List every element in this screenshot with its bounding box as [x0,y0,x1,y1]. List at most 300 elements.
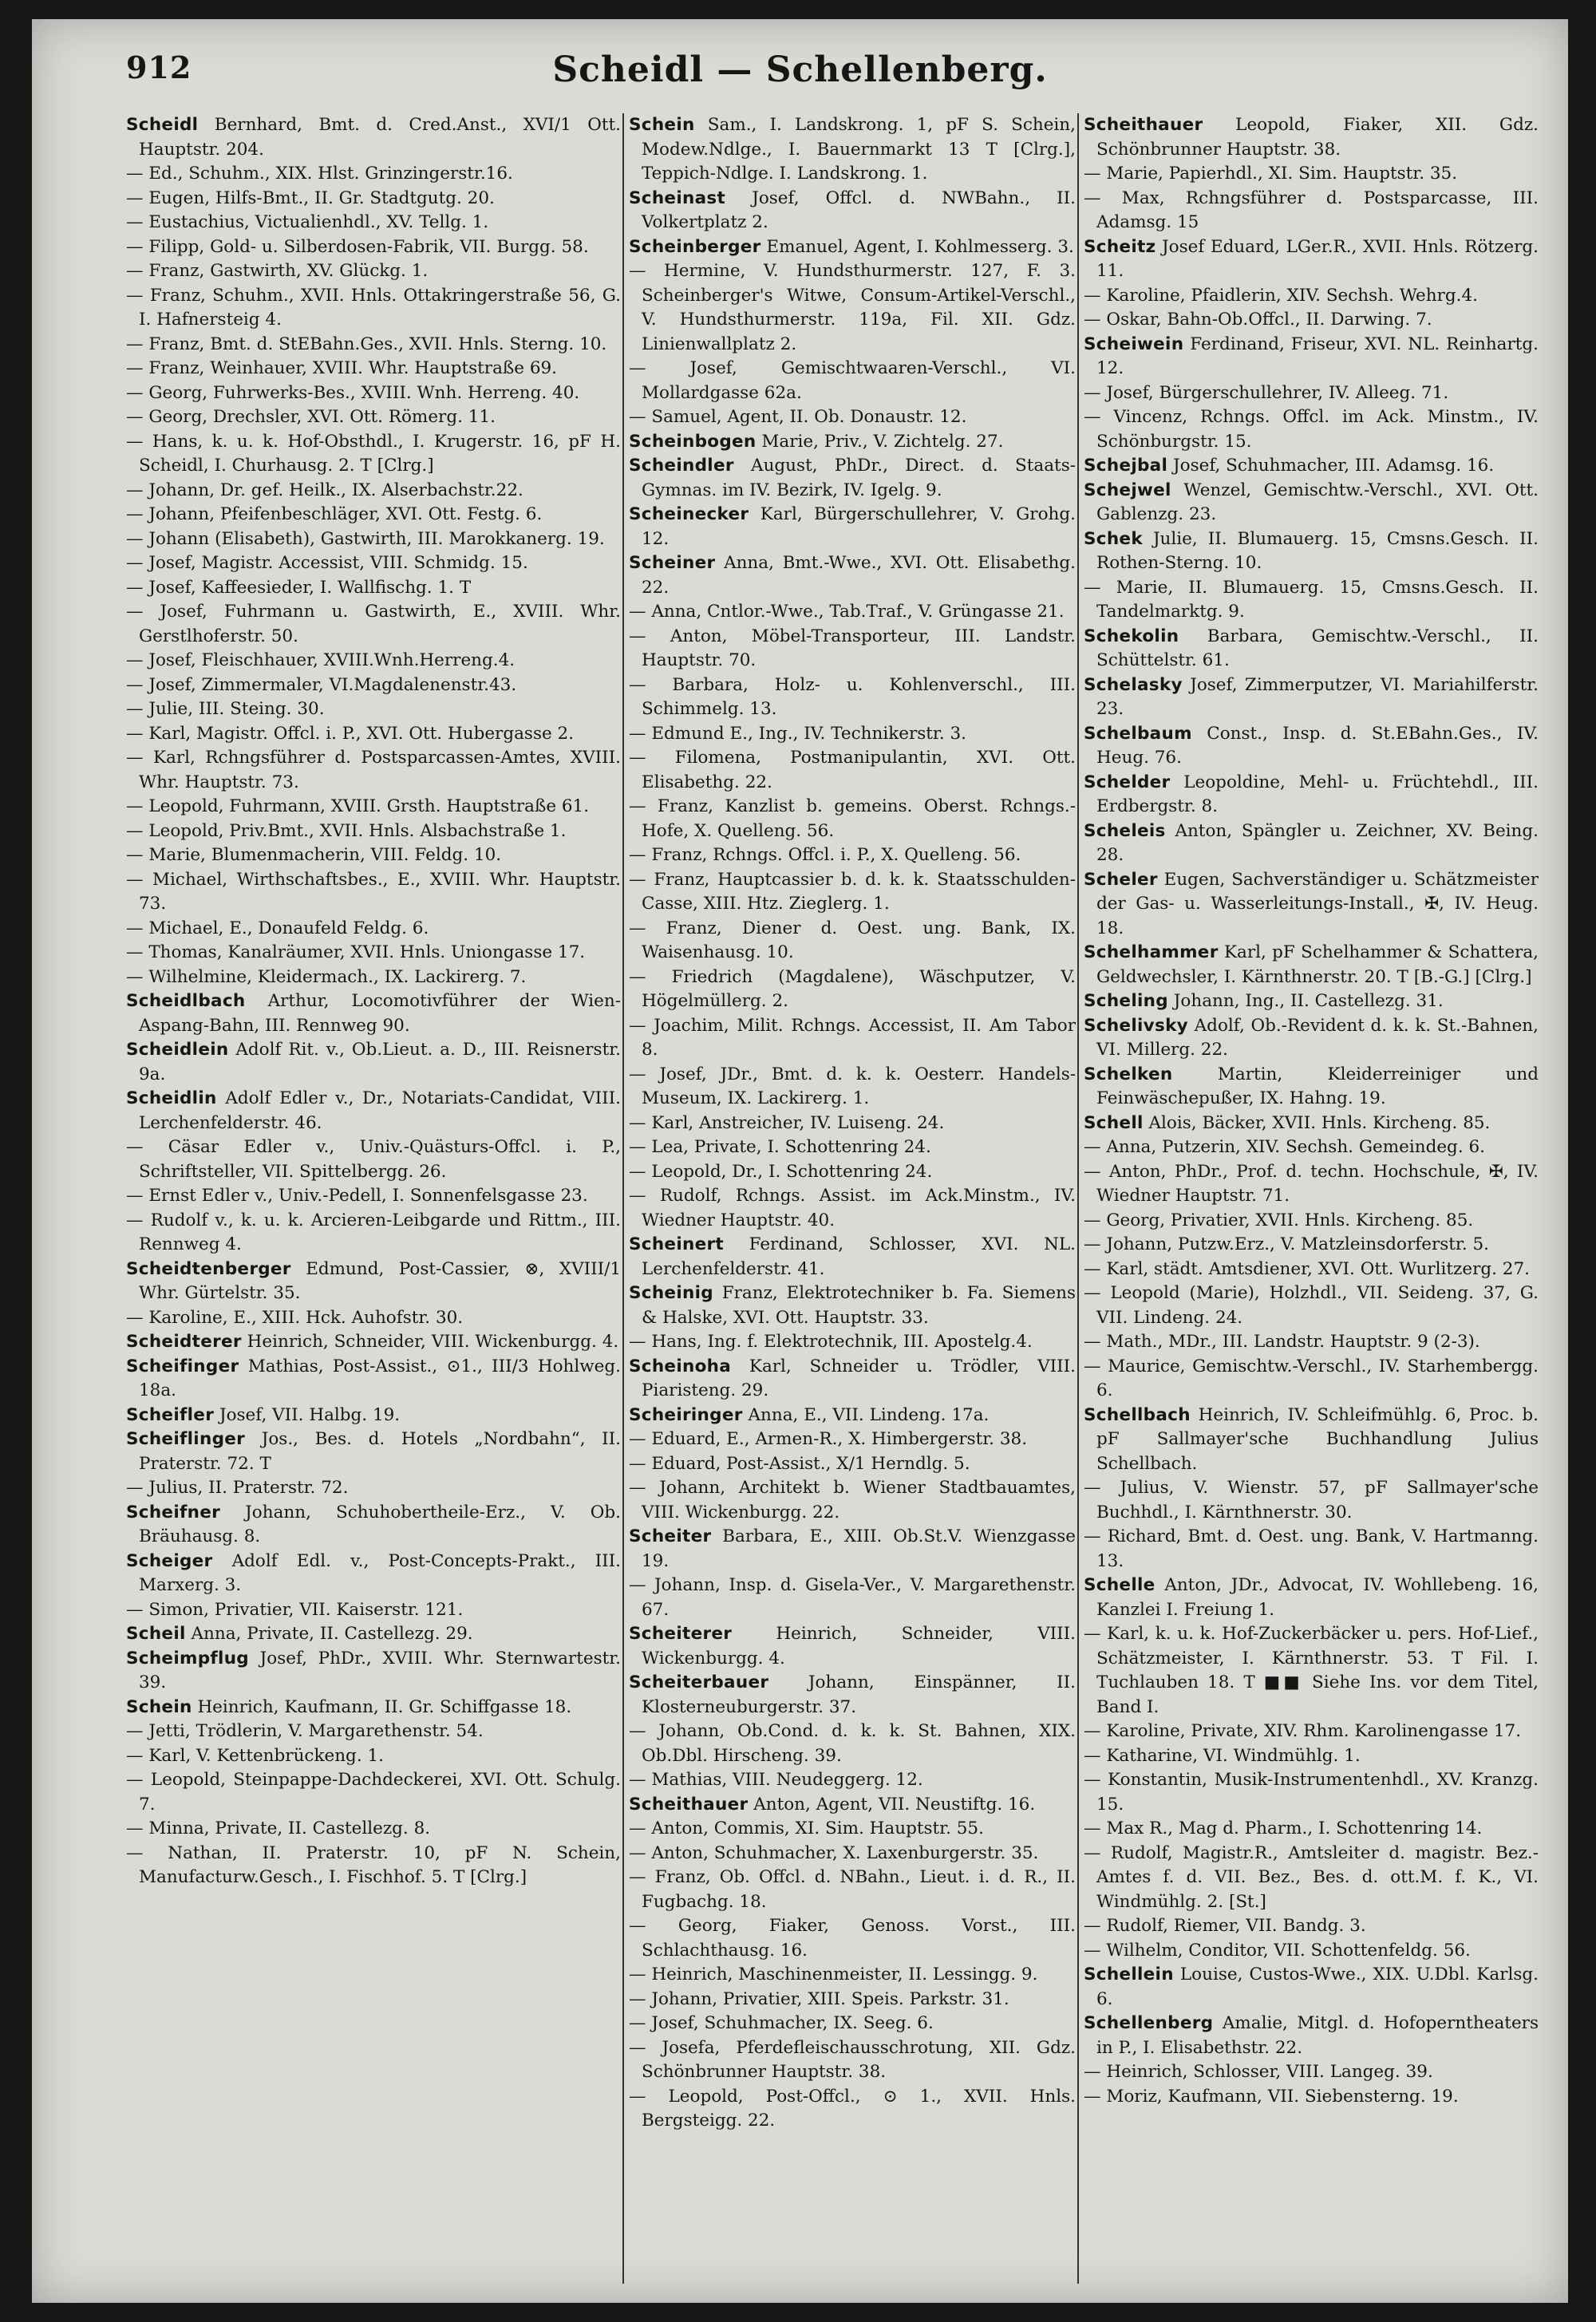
running-title: Scheidl — Schellenberg. [552,49,1048,90]
entry-text: — Lea, Private, I. Schottenring 24. [629,1137,931,1157]
entry-text: — Josef, Schuhmacher, IX. Seeg. 6. [629,2013,934,2033]
entry-surname: Scheinbogen [629,431,757,452]
directory-entry [126,235,621,260]
entry-text: — Rudolf, Magistr.R., Amtsleiter d. magistr. Bez.-Amtes f. d. VII. Bez., Bes. d. ott.M. f. K., VI. Windmühlg. 2. [St.] [1084,1842,1539,1912]
directory-entry [1084,1720,1539,1744]
entry-text: — Vincenz, Rchngs. Offcl. im Ack. Minstm., IV. Schönburgstr. 15. [1084,407,1539,452]
directory-entry [629,673,1076,722]
directory-entry [126,503,621,527]
entry-surname: Scheidtenberger [126,1258,291,1279]
entry-text: Julie, II. Blumauerg. 15, Cmsns.Gesch. II. Rothen-Sterng. 10. [1096,528,1539,573]
entry-text: — Josef, Bürgerschullehrer, IV. Alleeg. 71. [1084,382,1449,403]
entry-text: — Anton, Schuhmacher, X. Laxenburgerstr. 35. [629,1842,1039,1863]
directory-entry [1084,625,1539,673]
entry-text: Emanuel, Agent, I. Kohlmesserg. 3. [766,236,1074,257]
directory-entry [629,1988,1076,2012]
entry-text: — Heinrich, Maschinenmeister, II. Lessingg. 9. [629,1965,1038,1984]
entry-text: Anton, Spängler u. Zeichner, XV. Being. 28. [1096,820,1539,865]
directory-entry [629,1574,1076,1622]
page-header [32,49,1568,105]
directory-entry [126,1842,621,1890]
entry-surname: Schelken [1084,1064,1173,1084]
directory-page [32,19,1568,2303]
directory-entry [1084,1160,1539,1209]
entry-surname: Schein [629,115,695,135]
entry-text: — Rudolf, Riemer, VII. Bandg. 3. [1084,1916,1366,1936]
directory-entry [629,1622,1076,1671]
entry-text: — Katharine, VI. Windmühlg. 1. [1084,1745,1361,1766]
entry-text: — Simon, Privatier, VII. Kaiserstr. 121. [126,1599,464,1620]
directory-entry [126,1647,621,1696]
entry-text: — Franz, Hauptcassier b. d. k. k. Staatsschulden-Casse, XIII. Htz. Zieglerg. 1. [629,869,1076,914]
entry-text: — Cäsar Edler v., Univ.-Quästurs-Offcl. i. P., Schriftsteller, VII. Spittelbergg. 26. [126,1137,621,1182]
column-1 [126,113,621,2284]
directory-entry [126,868,621,917]
directory-entry [126,187,621,211]
entry-text: — Maurice, Gemischtw.-Verschl., IV. Starhembergg. 6. [1084,1356,1539,1400]
directory-entry [1084,868,1539,942]
directory-entry [126,1184,621,1209]
entry-text: — Karl, Rchngsführer d. Postsparcassen-Amtes, XVIII. Whr. Hauptstr. 73. [126,748,621,792]
entry-text: — Anton, PhDr., Prof. d. techn. Hochschule, ✠, IV. Wiedner Hauptstr. 71. [1084,1161,1539,1206]
directory-entry [629,795,1076,843]
entry-text: — Rudolf, Rchngs. Assist. im Ack.Minstm., IV. Wiedner Hauptstr. 40. [629,1186,1076,1230]
entry-surname: Scheithauer [1084,115,1203,135]
entry-text: — Franz, Kanzlist b. gemeins. Oberst. Rchngs.-Hofe, X. Quelleng. 56. [629,796,1076,841]
entry-surname: Schell [1084,1112,1144,1133]
entry-text: — Karl, Magistr. Offcl. i. P., XVI. Ott. Hubergasse 2. [126,723,575,744]
entry-text: — Franz, Gastwirth, XV. Glückg. 1. [126,261,429,281]
entry-text: — Josef, Kaffeesieder, I. Wallfischg. 1. T [126,577,472,598]
entry-text: — Leopold (Marie), Holzhdl., VII. Seideng. 37, G. VII. Lindeng. 24. [1084,1283,1539,1328]
entry-text: Marie, Priv., V. Zichtelg. 27. [761,431,1004,452]
directory-entry [126,430,621,479]
directory-entry [629,1914,1076,1963]
entry-text: — Max, Rchngsführer d. Postsparcasse, III. Adamsg. 15 [1084,188,1539,232]
directory-entry [126,1038,621,1087]
entry-surname: Scheiterer [629,1624,733,1644]
entry-text: — Michael, Wirthschaftsbes., E., XVIII. Whr. Hauptstr. 73. [126,869,621,914]
directory-entry [1084,1939,1539,1964]
directory-entry [126,162,621,187]
entry-text: — Karoline, E., XIII. Hck. Auhofstr. 30. [126,1307,464,1328]
entry-text: — Anton, Möbel-Transporteur, III. Landstr. Hauptstr. 70. [629,626,1076,670]
directory-entry [126,1087,621,1135]
entry-text: Johann, Ing., II. Castellezg. 31. [1173,991,1444,1011]
directory-entry [1084,1063,1539,1112]
entry-text: — Johann, Putzw.Erz., V. Matzleinsdorferstr. 5. [1084,1234,1490,1254]
directory-entry [1084,1768,1539,1817]
entry-text: — Wilhelmine, Kleidermach., IX. Lackirerg. 7. [126,966,527,987]
entry-text: — Thomas, Kanalräumer, XVII. Hnls. Uniongasse 17. [126,942,586,962]
entry-text: — Anton, Commis, XI. Sim. Hauptstr. 55. [629,1819,984,1838]
entry-text: Edmund, Post-Cassier, ⊗, XVIII/1 Whr. Gürtelstr. 35. [139,1258,621,1303]
directory-entry [629,1014,1076,1063]
entry-text: Karl, Bürgerschullehrer, V. Grohg. 12. [642,504,1076,549]
directory-entry [126,673,621,698]
entry-surname: Scheidlein [126,1040,229,1060]
entry-text: Anna, E., VII. Lindeng. 17a. [748,1404,990,1425]
entry-surname: Scheidlin [126,1088,217,1108]
directory-entry [629,1817,1076,1842]
entry-text: — Johann, Ob.Cond. d. k. k. St. Bahnen, XIX. Ob.Dbl. Hirscheng. 39. [629,1721,1076,1766]
directory-entry [126,211,621,235]
entry-surname: Schekolin [1084,626,1179,646]
entry-text: Josef, PhDr., XVIII. Whr. Sternwartestr. 39. [139,1648,621,1692]
column-2 [629,113,1076,2284]
directory-entry [629,2012,1076,2036]
directory-entry [629,868,1076,917]
entry-text: — Eustachius, Victualienhdl., XV. Tellg. 1. [126,212,489,232]
entry-text: — Georg, Fuhrwerks-Bes., XVIII. Wnh. Herreng. 40. [126,382,580,403]
entry-text: Anton, Agent, VII. Neustiftg. 16. [753,1794,1036,1815]
directory-entry [1084,941,1539,989]
column-3 [1084,113,1539,2284]
entry-text: Franz, Elektrotechniker b. Fa. Siemens & Halske, XVI. Ott. Hauptstr. 33. [642,1283,1076,1328]
directory-entry [126,600,621,649]
entry-surname: Scheidlbach [126,991,246,1011]
directory-entry [629,1063,1076,1112]
entry-text: Josef, Zimmerputzer, VI. Mariahilferstr. 23. [1096,674,1539,719]
entry-text: — Richard, Bmt. d. Oest. ung. Bank, V. Hartmanng. 13. [1084,1526,1539,1571]
directory-entry [1084,1842,1539,1915]
directory-entry [629,1184,1076,1233]
directory-entry [1084,1281,1539,1330]
directory-entry [126,576,621,601]
entry-surname: Scheiger [126,1550,213,1571]
directory-entry [1084,819,1539,868]
directory-entry [126,1135,621,1184]
entry-surname: Schellein [1084,1965,1174,1984]
directory-entry [126,1622,621,1647]
entry-text: — Johann, Dr. gef. Heilk., IX. Alserbachstr.22. [126,480,523,500]
entry-text: — Friedrich (Magdalene), Wäschputzer, V. Högelmüllerg. 2. [629,966,1076,1011]
directory-entry [629,1476,1076,1525]
entry-text: — Minna, Private, II. Castellezg. 8. [126,1819,431,1838]
directory-entry [1084,187,1539,235]
directory-entry [1084,1622,1539,1720]
entry-surname: Schelbaum [1084,723,1192,744]
entry-text: — Konstantin, Musik-Instrumentenhdl., XV. Kranzg. 15. [1084,1770,1539,1815]
directory-entry [1084,1209,1539,1234]
entry-surname: Schelasky [1084,674,1183,695]
entry-text: — Eduard, E., Armen-R., X. Himbergerstr. 38. [629,1429,1028,1449]
directory-entry [126,1720,621,1744]
entry-text: — Leopold, Priv.Bmt., XVII. Hnls. Alsbachstraße 1. [126,820,567,841]
entry-text: — Georg, Drechsler, XVI. Ott. Römerg. 11. [126,407,496,427]
entry-text: — Josef, Fuhrmann u. Gastwirth, E., XVIII. Whr. Gerstlhoferstr. 50. [126,602,621,646]
directory-entry [126,917,621,942]
entry-text: Jos., Bes. d. Hotels „Nordbahn“, II. Praterstr. 72. T [139,1429,621,1474]
directory-entry [629,113,1076,187]
directory-entry [1084,1112,1539,1136]
entry-text: — Oskar, Bahn-Ob.Offcl., II. Darwing. 7. [1084,310,1432,330]
directory-entry [1084,1817,1539,1842]
directory-entry [126,1696,621,1720]
directory-entry [126,333,621,357]
directory-entry [126,527,621,552]
directory-entry [1084,1258,1539,1282]
entry-text: — Josef, Gemischtwaaren-Verschl., VI. Mollardgasse 62a. [629,358,1076,403]
directory-entry [126,1209,621,1258]
directory-entry [126,1258,621,1306]
directory-entry [629,1963,1076,1988]
directory-entry [629,1866,1076,1914]
directory-entry [1084,1574,1539,1622]
directory-entry [629,1793,1076,1818]
directory-entry [629,551,1076,600]
entry-text: — Johann, Pfeifenbeschläger, XVI. Ott. Festg. 6. [126,504,543,524]
entry-text: Bernhard, Bmt. d. Cred.Anst., XVI/1 Ott. Hauptstr. 204. [139,115,621,160]
entry-surname: Scheifner [126,1502,221,1522]
entry-surname: Scheimpflug [126,1648,249,1668]
directory-entry [126,1768,621,1817]
entry-surname: Schellbach [1084,1404,1191,1425]
entry-text: Alois, Bäcker, XVII. Hnls. Kircheng. 85. [1148,1112,1491,1133]
entry-text: — Math., MDr., III. Landstr. Hauptstr. 9 (2-3). [1084,1332,1480,1352]
entry-text: — Karoline, Private, XIV. Rhm. Karolinengasse 17. [1084,1721,1522,1741]
entry-text: — Filomena, Postmanipulantin, XVI. Ott. Elisabethg. 22. [629,748,1076,792]
directory-entry [629,430,1076,455]
entry-text: — Franz, Weinhauer, XVIII. Whr. Hauptstraße 69. [126,358,558,378]
entry-text: — Nathan, II. Praterstr. 10, pF N. Schein, Manufacturw.Gesch., I. Fischhof. 5. T [Clrg.] [126,1842,621,1887]
entry-text: — Rudolf v., k. u. k. Arcieren-Leibgarde und Rittm., III. Rennweg 4. [126,1210,621,1254]
entry-text: — Josef, Zimmermaler, VI.Magdalenenstr.43. [126,674,517,695]
entry-text: — Eduard, Post-Assist., X/1 Herndlg. 5. [629,1453,970,1474]
directory-columns [126,113,1539,2284]
directory-entry [1084,1744,1539,1769]
entry-text: Adolf Edl. v., Post-Concepts-Prakt., III. Marxerg. 3. [139,1550,621,1595]
entry-surname: Scheidterer [126,1332,242,1352]
entry-text: Barbara, Gemischtw.-Verschl., II. Schüttelstr. 61. [1096,626,1539,670]
entry-text: — Franz, Diener d. Oest. ung. Bank, IX. Waisenhausg. 10. [629,918,1076,962]
directory-entry [126,795,621,819]
directory-entry [1084,1525,1539,1574]
entry-text: — Leopold, Steinpappe-Dachdeckerei, XVI. Ott. Schulg. 7. [126,1770,621,1815]
directory-entry [1084,113,1539,162]
entry-text: — Karl, Anstreicher, IV. Luiseng. 24. [629,1112,945,1133]
entry-surname: Scheitz [1084,236,1156,257]
entry-text: — Josef, Fleischhauer, XVIII.Wnh.Herreng.4. [126,650,516,670]
entry-surname: Scheinberger [629,236,761,257]
entry-text: — Jetti, Trödlerin, V. Margarethenstr. 54. [126,1721,484,1741]
directory-entry [629,843,1076,868]
entry-surname: Scheinecker [629,504,749,524]
entry-text: Const., Insp. d. St.EBahn.Ges., IV. Heug. 76. [1096,723,1539,768]
directory-entry [126,1598,621,1623]
directory-entry [629,1671,1076,1720]
directory-entry [1084,454,1539,479]
directory-entry [629,966,1076,1014]
entry-text: Amalie, Mitgl. d. Hofoperntheaters in P., I. Elisabethstr. 22. [1096,2013,1539,2058]
directory-entry [629,1404,1076,1428]
entry-text: Adolf, Ob.-Revident d. k. k. St.-Bahnen, VI. Millerg. 22. [1096,1015,1539,1060]
entry-text: — Michael, E., Donaufeld Feldg. 6. [126,918,429,938]
directory-entry [1084,162,1539,187]
entry-surname: Scheiflinger [126,1429,246,1449]
directory-entry [126,551,621,576]
directory-entry [1084,333,1539,381]
directory-entry [629,1135,1076,1160]
directory-entry [629,357,1076,405]
directory-entry [126,381,621,406]
directory-entry [629,1160,1076,1185]
entry-text: Barbara, E., XIII. Ob.St.V. Wienzgasse 19. [642,1526,1076,1571]
entry-text: — Julius, II. Praterstr. 72. [126,1478,349,1498]
directory-entry [126,1306,621,1331]
directory-entry [629,1525,1076,1574]
directory-entry [629,722,1076,747]
entry-text: — Franz, Rchngs. Offcl. i. P., X. Quelleng. 56. [629,845,1021,865]
entry-text: — Wilhelm, Conditor, VII. Schottenfeldg. 56. [1084,1940,1471,1961]
entry-surname: Schellenberg [1084,2013,1214,2033]
entry-text: — Julie, III. Steing. 30. [126,699,325,719]
entry-text: Heinrich, Kaufmann, II. Gr. Schiffgasse 18. [197,1696,572,1717]
directory-entry [1084,1355,1539,1404]
entry-text: Anna, Private, II. Castellezg. 29. [191,1624,473,1644]
entry-text: Leopoldine, Mehl- u. Früchtehdl., III. Erdbergstr. 8. [1096,772,1539,816]
entry-text: Anna, Bmt.-Wwe., XVI. Ott. Elisabethg. 22. [642,553,1076,598]
entry-surname: Scheiner [629,553,716,573]
entry-surname: Schelhammer [1084,942,1219,962]
entry-text: — Barbara, Holz- u. Kohlenverschl., III. Schimmelg. 13. [629,674,1076,719]
entry-surname: Schelivsky [1084,1015,1188,1036]
directory-entry [1084,771,1539,819]
directory-entry [629,917,1076,966]
directory-entry [126,1428,621,1476]
page-number: 912 [126,49,192,85]
entry-text: — Anna, Cntlor.-Wwe., Tab.Traf., V. Grüngasse 21. [629,602,1065,622]
directory-entry [1084,2085,1539,2110]
entry-surname: Schelder [1084,772,1171,792]
directory-entry [629,1233,1076,1281]
directory-entry [1084,308,1539,333]
column-divider [1077,113,1079,2284]
directory-entry [1084,1404,1539,1477]
directory-entry [126,479,621,503]
entry-surname: Schelle [1084,1575,1156,1595]
column-divider [622,113,624,2284]
directory-entry [126,722,621,747]
directory-entry [629,600,1076,625]
directory-entry [126,1744,621,1769]
entry-text: — Hermine, V. Hundsthurmerstr. 127, F. 3. Scheinberger's Witwe, Consum-Artikel-Verschl., V. Hundsthurmerstr. 119a, Fil. XII. Gdz. Linienwallplatz 2. [629,261,1076,354]
entry-text: Arthur, Locomotivführer der Wien-Aspang-Bahn, III. Rennweg 90. [139,991,621,1036]
directory-entry [629,235,1076,260]
entry-text: — Leopold, Dr., I. Schottenring 24. [629,1161,933,1182]
entry-text: Karl, pF Schelhammer & Schattera, Geldwechsler, I. Kärnthnerstr. 20. T [B.-G.] [Clrg.] [1096,942,1539,987]
entry-text: — Hans, Ing. f. Elektrotechnik, III. Apostelg.4. [629,1332,1033,1352]
directory-entry [1084,2012,1539,2060]
entry-text: Karl, Schneider u. Trödler, VIII. Piaristeng. 29. [642,1356,1076,1400]
entry-text: — Josef, Magistr. Accessist, VIII. Schmidg. 15. [126,553,528,573]
entry-text: Mathias, Post-Assist., ⊙1., III/3 Hohlweg. 18a. [139,1356,621,1400]
entry-text: Josef, Schuhmacher, III. Adamsg. 16. [1173,456,1495,476]
entry-surname: Scheifinger [126,1356,239,1376]
entry-surname: Scheiterbauer [629,1672,769,1692]
directory-entry [629,1720,1076,1768]
directory-entry [126,1330,621,1355]
directory-entry [629,1842,1076,1866]
entry-text: — Karl, V. Kettenbrückeng. 1. [126,1745,385,1766]
directory-entry [126,259,621,284]
entry-surname: Schejbal [1084,456,1168,476]
entry-surname: Scheifler [126,1404,215,1425]
entry-text: Sam., I. Landskrong. 1, pF S. Schein, Modew.Ndlge., I. Bauernmarkt 13 T [Clrg.], Teppich-Ndlge. I. Landskrong. 1. [642,115,1076,184]
entry-surname: Scheiringer [629,1404,743,1425]
entry-text: — Marie, Papierhdl., XI. Sim. Hauptstr. 35. [1084,164,1458,184]
directory-entry [1084,235,1539,284]
directory-entry [1084,722,1539,771]
entry-surname: Schejwel [1084,480,1171,500]
directory-entry [126,843,621,868]
entry-text: — Max R., Mag d. Pharm., I. Schottenring 14. [1084,1819,1483,1838]
directory-entry [629,1452,1076,1477]
directory-entry [126,405,621,430]
entry-text: — Hans, k. u. k. Hof-Obsthdl., I. Krugerstr. 16, pF H. Scheidl, I. Churhausg. 2. T [Clrg.] [126,431,621,476]
directory-entry [1084,673,1539,722]
directory-entry [1084,381,1539,406]
entry-text: — Moriz, Kaufmann, VII. Siebensterng. 19. [1084,2086,1459,2107]
entry-text: — Leopold, Post-Offcl., ⊙ 1., XVII. Hnls. Bergsteigg. 22. [629,2086,1076,2130]
directory-entry [126,697,621,722]
directory-entry [126,1355,621,1404]
entry-text: — Mathias, VIII. Neudeggerg. 12. [629,1770,923,1790]
directory-entry [1084,284,1539,309]
entry-text: Heinrich, Schneider, VIII. Wickenburgg. 4. [642,1624,1076,1668]
entry-text: — Julius, V. Wienstr. 57, pF Sallmayer'sche Buchhdl., I. Kärnthnerstr. 30. [1084,1478,1539,1522]
entry-text: — Johann, Architekt b. Wiener Stadtbauamtes, VIII. Wickenburgg. 22. [629,1478,1076,1522]
directory-entry [126,1501,621,1550]
entry-text: Leopold, Fiaker, XII. Gdz. Schönbrunner Hauptstr. 38. [1096,115,1539,160]
directory-entry [126,819,621,844]
directory-entry [629,187,1076,235]
directory-entry [629,503,1076,551]
entry-text: — Josef, JDr., Bmt. d. k. k. Oesterr. Handels-Museum, IX. Lackirerg. 1. [629,1064,1076,1108]
entry-surname: Scheidl [126,115,199,135]
directory-entry [1084,527,1539,576]
directory-entry [126,357,621,381]
entry-text: August, PhDr., Direct. d. Staats-Gymnas. im IV. Bezirk, IV. Igelg. 9. [642,456,1076,500]
entry-text: Ferdinand, Friseur, XVI. NL. Reinhartg. 12. [1096,334,1539,378]
entry-text: Eugen, Sachverständiger u. Schätzmeister der Gas- u. Wasserleitungs-Install., ✠, IV. Heug. 18. [1096,869,1539,938]
directory-entry [1084,405,1539,454]
directory-entry [1084,1014,1539,1063]
entry-text: Heinrich, Schneider, VIII. Wickenburgg. 4. [247,1332,619,1352]
directory-entry [629,259,1076,357]
directory-entry [1084,1914,1539,1939]
entry-surname: Schek [1084,528,1143,549]
directory-entry [1084,576,1539,625]
entry-text: — Joachim, Milit. Rchngs. Accessist, II. Am Tabor 8. [629,1015,1076,1060]
directory-entry [629,1330,1076,1355]
entry-text: — Karl, k. u. k. Hof-Zuckerbäcker u. pers. Hof-Lief., Schätzmeister, I. Kärnthnerstr. 53. T Fil. I. Tuchlauben 18. T ■■ Siehe Ins. vor dem Titel, Band I. [1084,1624,1539,1717]
entry-text: Louise, Custos-Wwe., XIX. U.Dbl. Karlsg. 6. [1096,1965,1539,2009]
entry-surname: Schein [126,1696,192,1717]
entry-surname: Scheinig [629,1283,713,1303]
entry-text: — Edmund E., Ing., IV. Technikerstr. 3. [629,723,967,744]
directory-entry [629,2036,1076,2085]
directory-entry [1084,1135,1539,1160]
directory-entry [126,284,621,333]
directory-entry [126,989,621,1038]
directory-entry [1084,1476,1539,1525]
entry-text: Ferdinand, Schlosser, XVI. NL. Lerchenfelderstr. 41. [642,1234,1076,1279]
directory-entry [629,746,1076,795]
directory-entry [126,1550,621,1598]
entry-text: Johann, Einspänner, II. Klosterneuburgerstr. 37. [642,1672,1076,1717]
directory-entry [629,625,1076,673]
